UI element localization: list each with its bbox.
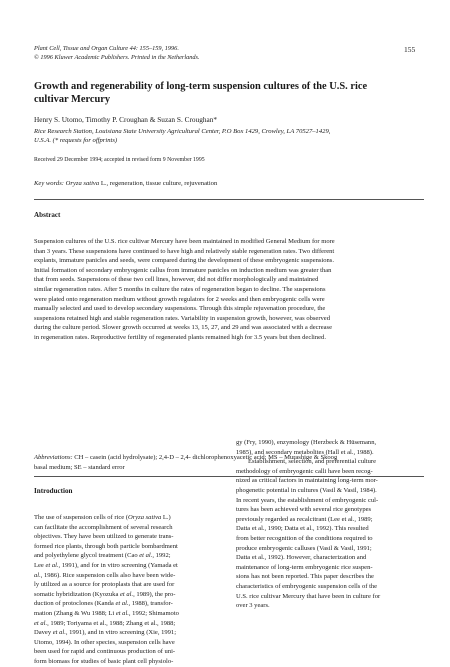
text-line: form biomass for studies of basic plant cell physiolo- xyxy=(34,657,174,665)
text-line: duction of protoclones (Kanda et al., 1988), transfor- xyxy=(34,600,173,608)
title-line: Growth and regenerability of long-term suspension cultures of the U.S. rice xyxy=(34,81,368,92)
introduction-column-right xyxy=(236,438,424,611)
text-line: produce embryogenic calluses (Vasil & Vasil, 1991; xyxy=(236,544,372,552)
text-line: characteristics of embryogenic suspension cells of the xyxy=(236,582,378,590)
keywords-label: Key words: xyxy=(34,180,64,187)
abstract-line: Initial formation of secondary embryogenic callus from immature panicles on induction medium was greater than xyxy=(34,266,332,274)
text-line: methodology of embryogenic calli have been recog- xyxy=(236,467,373,475)
text-line: from better recognition of the conditions required to xyxy=(236,534,373,542)
abbreviations-text: CH – casein (acid hydrolysate); 2,4-D – 2,4- dichlorophenoxyacetic acid; MS – Murashige & Skoog xyxy=(72,454,338,461)
text-line: Datta et al., 1992). However, characterization and xyxy=(236,554,367,562)
abstract-line: similar regeneration rates. After 5 months in culture the rates of regeneration began to decline. The suspensions xyxy=(34,285,326,293)
introduction-column-left xyxy=(34,513,220,667)
abstract-line: manually selected and used to develop secondary suspensions. Through this simple rejuvenation procedure, the xyxy=(34,305,326,313)
affiliation xyxy=(34,127,429,145)
abstract-line: during the culture period. Slower growth occurred at weeks 13, 15, 27, and 29 and was associated with a decrease xyxy=(34,324,332,332)
keywords-text: L., regeneration, tissue culture, rejuvenation xyxy=(99,180,218,187)
text-line: al., 1986). Rice suspension cells also have been wide- xyxy=(34,571,176,579)
text-line: formed rice plants, through both particle bombardment xyxy=(34,542,178,550)
abbreviations-label: Abbreviations: xyxy=(34,454,73,461)
text-line: over 3 years. xyxy=(236,602,270,610)
abstract-line: were plated onto regeneration medium without growth regulators for 2 weeks and then embryogenic cells were xyxy=(34,295,325,303)
abstract-line: in regeneration rates. Reproductive fertility of regenerated plants remained high for 3.5 years but then declined. xyxy=(34,333,326,341)
abstract-heading: Abstract xyxy=(34,211,61,219)
abbreviations-line: basal medium; SE – standard error xyxy=(34,463,125,471)
text-line: nized as critical factors in maintaining long-term mor- xyxy=(236,477,378,485)
text-line: Davey et al., 1991), and in vitro screening (Xie, 1991; xyxy=(34,629,177,637)
text-line: U.S. rice cultivar Mercury that have been in culture for xyxy=(236,592,381,600)
text-line: can facilitate the accomplishment of several research xyxy=(34,523,173,531)
text-line: Datta et al., 1990; Datta et al., 1992). This resulted xyxy=(236,525,369,533)
divider xyxy=(34,199,424,200)
abstract-line: that from seeds. Suspensions of these two cell lines, however, did not differ morphologically and maintained xyxy=(34,276,319,284)
text-line: and polyethylene glycol treatment (Cao et al., 1992; xyxy=(34,552,171,560)
abstract-line: than 3 years. These suspensions have continued to have high and relatively stable regeneration rates. Two different xyxy=(34,247,335,255)
journal-line: Plant Cell, Tissue and Organ Culture 44: 155–159, 1996. xyxy=(34,45,179,52)
text-line: gy (Fry, 1990), enzymology (Herzbeck & Hüsemann, xyxy=(236,439,377,446)
text-line: et al., 1989; Toriyama et al., 1988; Zhang et al., 1988; xyxy=(34,619,176,627)
text-line: maintenance of long-term embryogenic rice suspen- xyxy=(236,563,373,571)
text-line: mation (Zhang & Wu 1988; Li et al., 1992; Shimamoto xyxy=(34,609,179,617)
page-number: 155 xyxy=(404,45,416,54)
text-line: tures has been achieved with several rice genotypes xyxy=(236,506,372,514)
keyword-species: Oryza sativa xyxy=(65,180,100,187)
keywords xyxy=(34,180,217,187)
text-line: Lee et al., 1991), and for in vitro screening (Yamada et xyxy=(34,561,178,569)
text-line: previously regarded as recalcitrant (Lee et al., 1989; xyxy=(236,515,373,523)
abstract-line: suspensions retained high and stable regeneration rates. Variability in suspension growth, however, was observed xyxy=(34,314,330,322)
text-line: somatic hybridization (Kyozuka et al., 1989), the pro- xyxy=(34,590,176,598)
text-line: been used for rapid and continuous production of uni- xyxy=(34,648,176,656)
text-line: Establishment, selection, and preferential culture xyxy=(248,458,376,466)
title-line: cultivar Mercury xyxy=(34,93,111,105)
text-line: The use of suspension cells of rice (Oryza sativa L.) xyxy=(34,514,171,521)
article-title xyxy=(34,81,424,106)
received-dates: Received 29 December 1994; accepted in revised form 9 November 1995 xyxy=(34,157,205,163)
introduction-heading: Introduction xyxy=(34,487,73,495)
author-list: Henry S. Utomo, Timothy P. Croughan & Suzan S. Croughan* xyxy=(34,115,218,124)
text-line: ly utilized as a source for protoplasts that are used for xyxy=(34,581,175,589)
journal-citation xyxy=(34,44,200,62)
text-line: objectives. They have been utilized to generate trans- xyxy=(34,533,174,541)
abstract-body xyxy=(34,237,428,343)
abstract-line: explants, immature panicles and seeds, were compared during the development of these embryogenic suspensions. xyxy=(34,257,334,265)
text-line: 1985), and secondary metabolites (Hall et al., 1988). xyxy=(236,448,374,456)
text-line: sions has not been reported. This paper describes the xyxy=(236,573,374,581)
text-line: phogenetic potential in cultures (Vasil & Vasil, 1984). xyxy=(236,486,377,494)
abstract-line: Suspension cultures of the U.S. rice cultivar Mercury have been maintained in modified General Medium for more xyxy=(34,238,335,245)
text-line: Utomo, 1994). In other species, suspension cells have xyxy=(34,638,175,646)
text-line: In recent years, the establishment of embryogenic cul- xyxy=(236,496,379,504)
copyright-line: © 1996 Kluwer Academic Publishers. Printed in the Netherlands. xyxy=(34,54,200,61)
affiliation-line: Rice Research Station, Louisiana State University Agricultural Center, P.O Box 1429, Crowley, LA 70527–1429, xyxy=(34,128,331,135)
affiliation-line: U.S.A. (* requests for offprints) xyxy=(34,137,118,144)
